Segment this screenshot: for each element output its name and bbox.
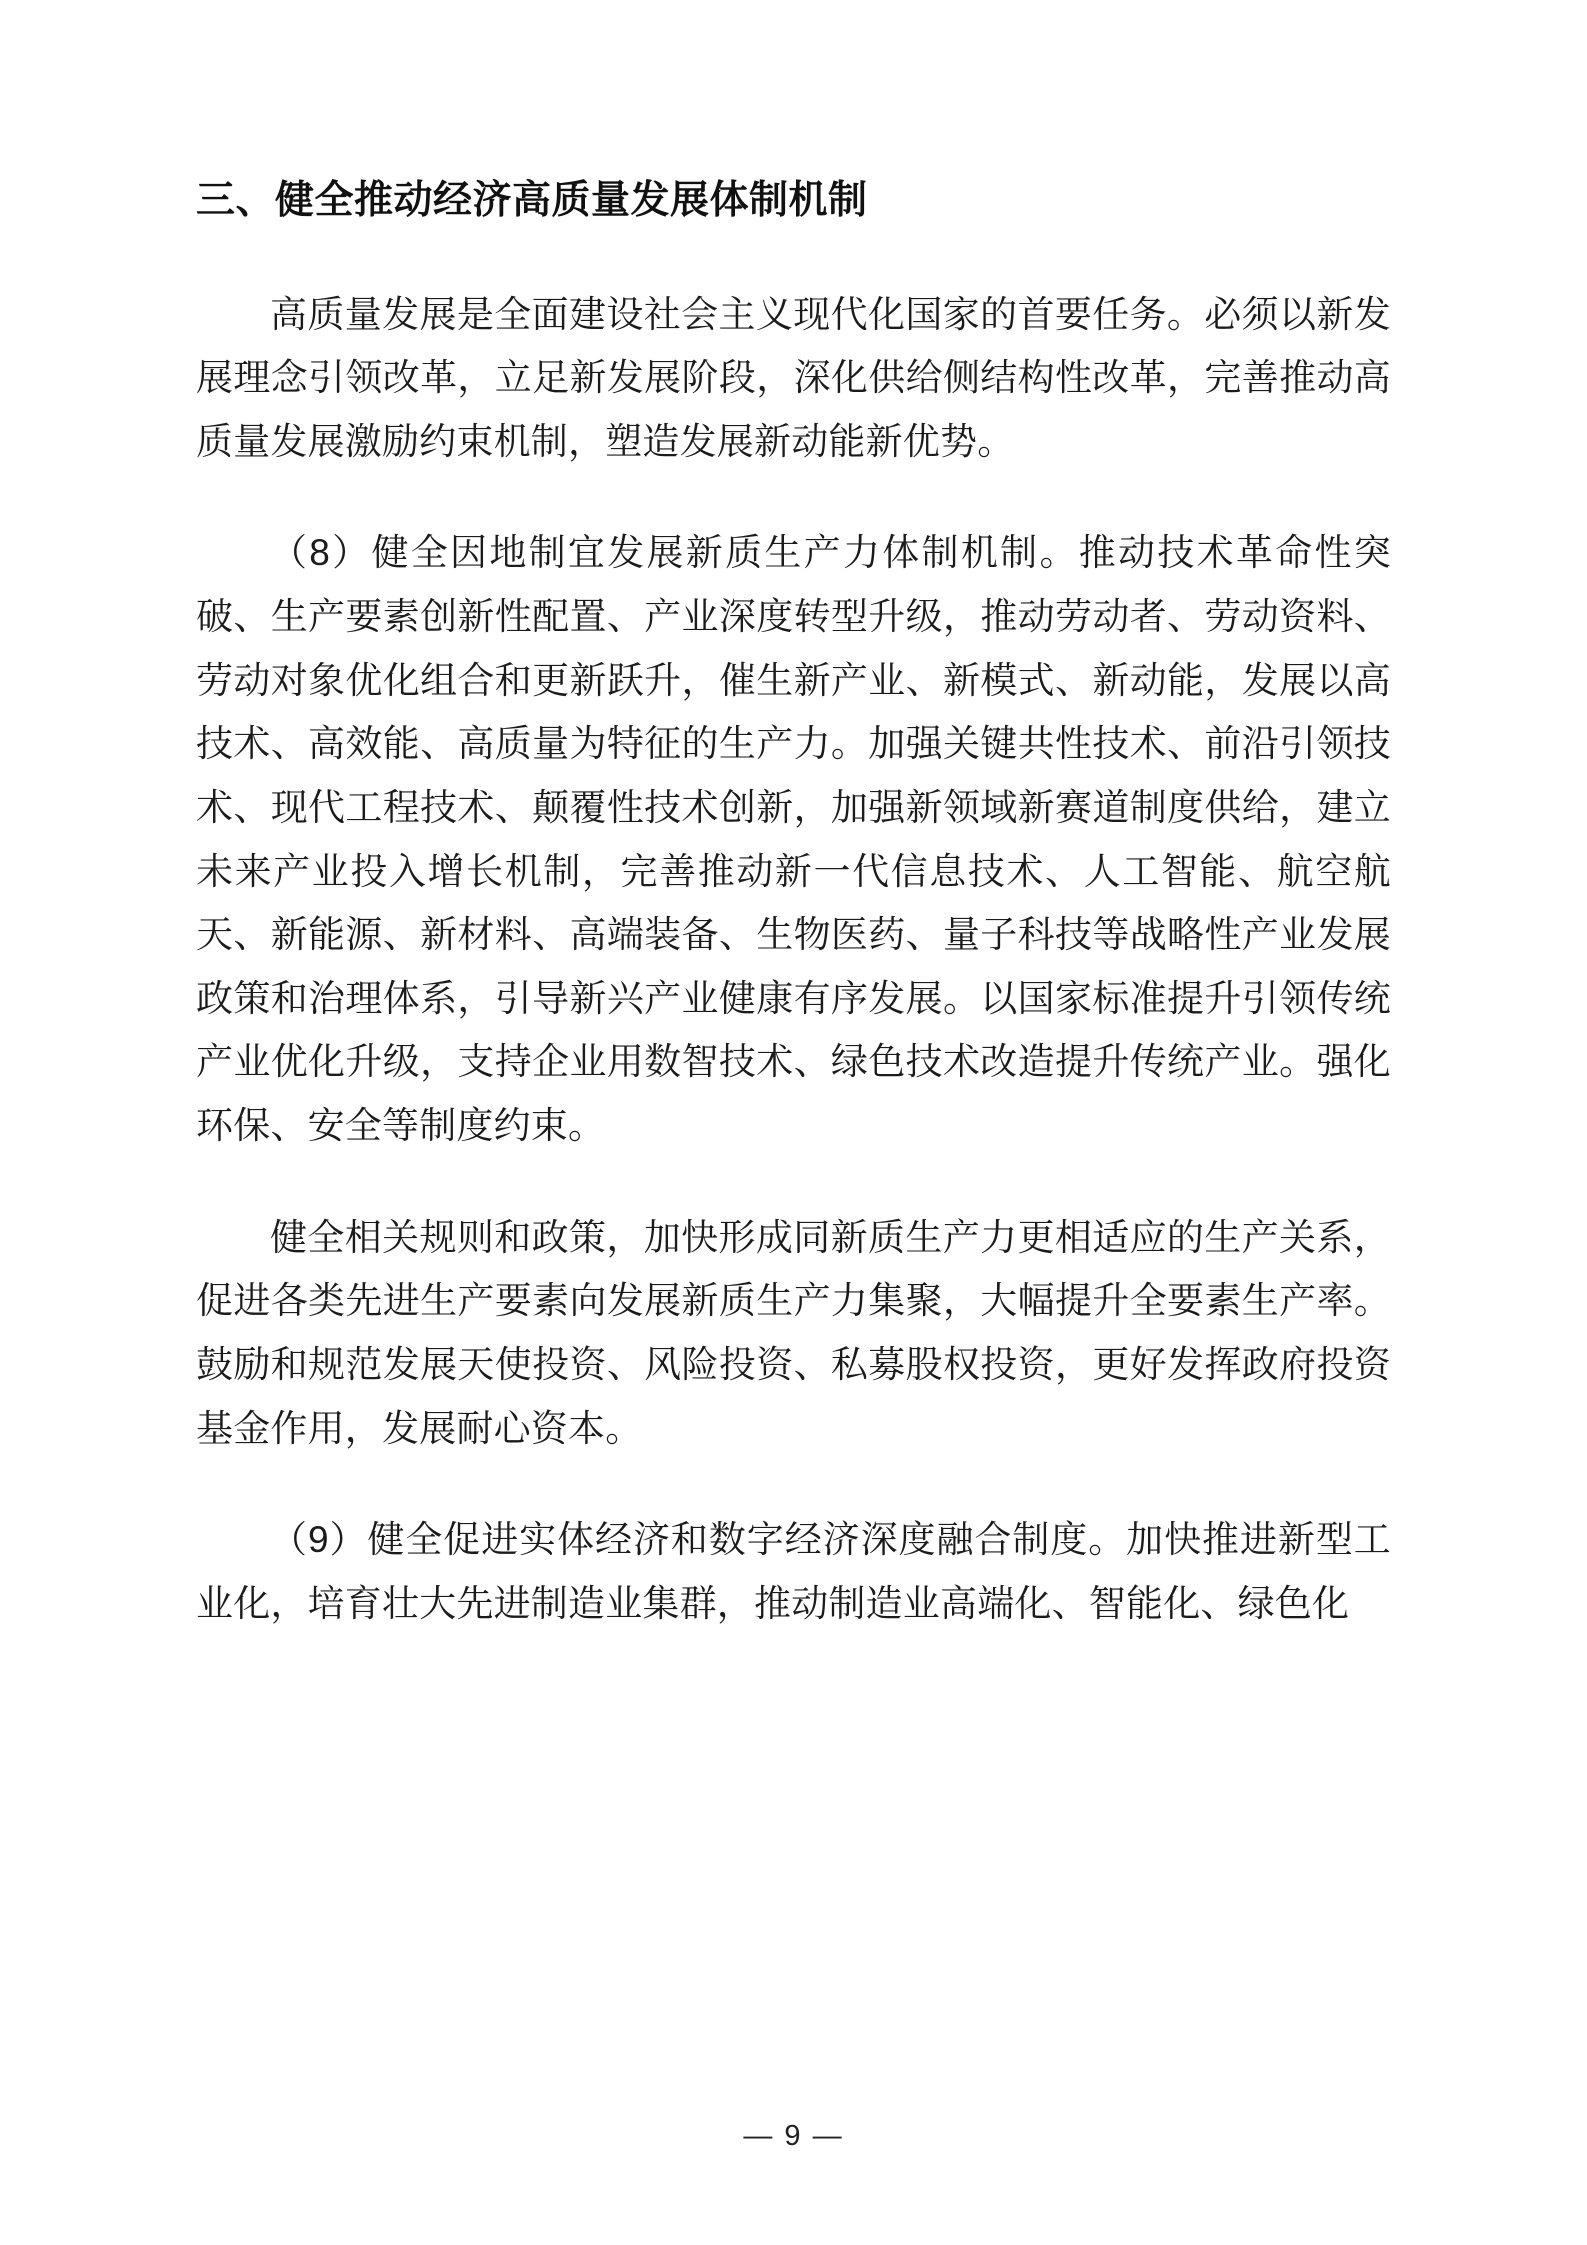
page-content xyxy=(196,172,1391,1635)
paragraph-intro: 高质量发展是全面建设社会主义现代化国家的首要任务。必须以新发展理念引领改革，立足新发展阶段，深化供给侧结构性改革，完善推动高质量发展激励约束机制，塑造发展新动能新优势。 xyxy=(196,293,1391,462)
section-heading: 三、健全推动经济高质量发展体制机制 xyxy=(196,179,868,222)
paragraph-item-8: （8）健全因地制宜发展新质生产力体制机制。推动技术革命性突破、生产要素创新性配置、产业深度转型升级，推动劳动者、劳动资料、劳动对象优化组合和更新跃升，催生新产业、新模式、新动能，发展以高技术、高效能、高质量为特征的生产力。加强关键共性技术、前沿引领技术、现代工程技术、颠覆性技术创新，加强新领域新赛道制度供给，建立未来产业投入增长机制，完善推动新一代信息技术、人工智能、航空航天、新能源、新材料、高端装备、生物医药、量子科技等战略性产业发展政策和治理体系，引导新兴产业健康有序发展。以国家标准提升引领传统产业优化升级，支持企业用数智技术、绿色技术改造提升传统产业。强化环保、安全等制度约束。 xyxy=(196,532,1391,1146)
page-number-footer: — 9 — xyxy=(743,2120,844,2152)
paragraph-item-8-continued: 健全相关规则和政策，加快形成同新质生产力更相适应的生产关系，促进各类先进生产要素向发展新质生产力集聚，大幅提升全要素生产率。鼓励和规范发展天使投资、风险投资、私募股权投资，更好发挥政府投资基金作用，发展耐心资本。 xyxy=(196,1216,1391,1449)
paragraph-item-9: （9）健全促进实体经济和数字经济深度融合制度。加快推进新型工业化，培育壮大先进制造业集群，推动制造业高端化、智能化、绿色化 xyxy=(196,1519,1391,1624)
